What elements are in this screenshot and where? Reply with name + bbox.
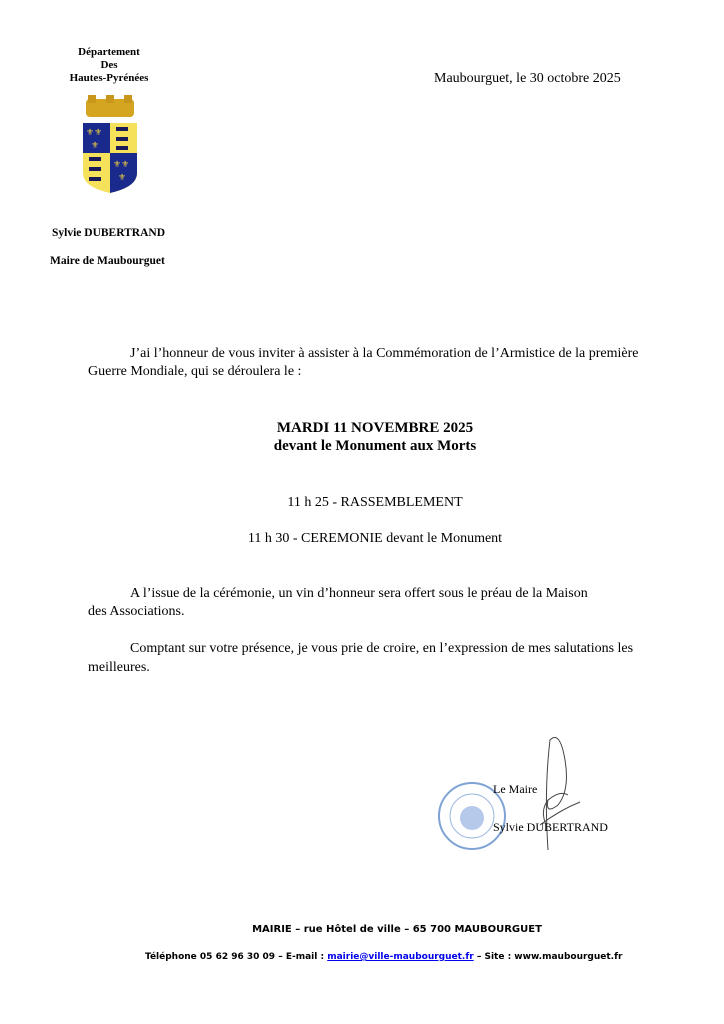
svg-text:⚜⚜: ⚜⚜	[86, 127, 103, 137]
svg-text:⚜: ⚜	[118, 172, 127, 182]
department-header	[40, 46, 178, 85]
email-link[interactable]: mairie@ville-maubourguet.fr	[327, 952, 474, 962]
footer-address: MAIRIE – rue Hôtel de ville – 65 700 MAUBOURGUET	[252, 924, 542, 935]
reception-text: des Associations.	[88, 604, 185, 619]
dept-line: Hautes-Pyrénées	[69, 72, 149, 84]
footer-contact	[145, 952, 622, 962]
footer-site: – Site : www.maubourguet.fr	[473, 952, 623, 962]
event-date: MARDI 11 NOVEMBRE 2025	[276, 420, 474, 436]
schedule-item: 11 h 25 - RASSEMBLEMENT	[287, 495, 463, 510]
footer-phone: Téléphone 05 62 96 30 09 – E-mail :	[145, 952, 328, 962]
svg-text:⚜⚜: ⚜⚜	[113, 159, 130, 169]
reception-text: A l’issue de la cérémonie, un vin d’honneur sera offert sous le préau de la Maison	[130, 586, 588, 601]
signature-name: Sylvie DUBERTRAND	[493, 820, 608, 834]
intro-text: Guerre Mondiale, qui se déroulera le :	[88, 364, 302, 379]
signature-title: Le Maire	[493, 782, 538, 796]
closing-text: Comptant sur votre présence, je vous prie de croire, en l’expression de mes salutations les	[130, 641, 634, 656]
sender-name: Sylvie DUBERTRAND	[52, 227, 166, 239]
closing-text: meilleures.	[88, 660, 150, 675]
sender-role: Maire de Maubourguet	[50, 255, 165, 267]
letter-date: Maubourguet, le 30 octobre 2025	[434, 71, 621, 86]
coat-of-arms-icon	[80, 95, 140, 195]
event-place: devant le Monument aux Morts	[273, 438, 477, 454]
schedule-item: 11 h 30 - CEREMONIE devant le Monument	[247, 531, 503, 546]
dept-line: Département	[78, 46, 140, 58]
dept-line: Des	[100, 59, 118, 71]
intro-text: J’ai l’honneur de vous inviter à assister à la Commémoration de l’Armistice de la première	[130, 346, 639, 361]
svg-text:⚜: ⚜	[91, 140, 100, 150]
